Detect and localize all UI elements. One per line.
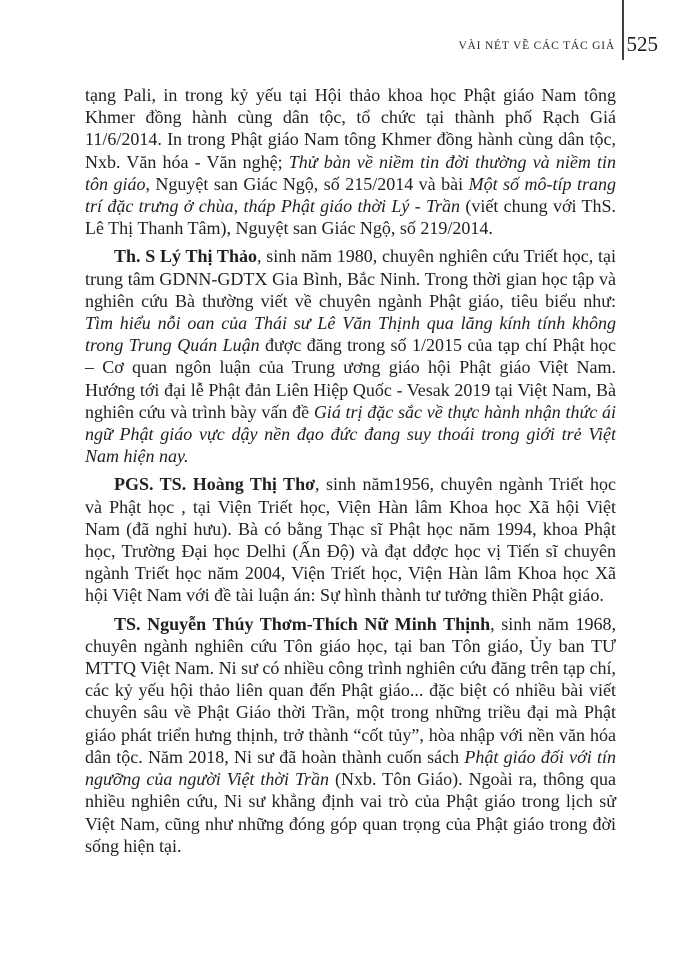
paragraph-hoang-thi-tho [85, 473, 616, 606]
text-segment-normal: , sinh năm1956, chuyên ngành Triết học và Phật học , tại Viện Triết học, Viện Hàn lâm Khoa học Xã hội Việt Nam (đã nghỉ hưu). Bà có bằng Thạc sĩ Phật học năm 1994, khoa Phật học, Trường Đại học Delhi (Ấn Độ) và đạt dđợc học vị Tiến sĩ chuyên ngành Triết học năm 2004, Viện Triết học, Viện Hàn lâm Khoa học Xã hội Việt Nam với đề tài luận án: Sự hình thành tư tưởng thiền Phật giáo. [85, 474, 616, 606]
text-segment-bold: Th. S Lý Thị Thảo [114, 246, 257, 267]
text-segment-normal: được đăng trong số 1/2015 của tạp chí Phật học – Cơ quan ngôn luận của Trung ương giáo hội Phật giáo Việt Nam. Hướng tới đại lễ Phật đản Liên Hiệp Quốc - Vesak 2019 tại Việt Nam, Bà nghiên cứu và trình bày vấn đề [85, 335, 616, 422]
text-segment-normal: tạng Pali, in trong kỷ yếu tại Hội thảo khoa học Phật giáo Nam tông Khmer đồng hành cùng dân tộc, tổ chức tại thành phố Rạch Giá 11/6/2014. In trong Phật giáo Nam tông Khmer đồng hành cùng dân tộc, Nxb. Văn hóa - Văn nghệ; [85, 85, 616, 172]
running-title: VÀI NÉT VỀ CÁC TÁC GIẢ [458, 40, 615, 52]
paragraph-ly-thi-thao [85, 245, 616, 467]
text-segment-bold: PGS. TS. Hoàng Thị Thơ [114, 474, 316, 495]
text-segment-normal: (Nxb. Tôn Giáo). Ngoài ra, thông qua nhiều nghiên cứu, Ni sư khẳng định vai trò của Phật giáo trong lịch sử Việt Nam, cũng như những đóng góp quan trọng của Phật giáo trong đời sống hiện tại. [85, 769, 617, 856]
text-segment-bold: TS. Nguyễn Thúy Thơm-Thích Nữ Minh Thịnh [114, 613, 491, 634]
text-segment-normal: (viết chung với ThS. Lê Thị Thanh Tâm), Nguyệt san Giác Ngộ, số 219/2014. [85, 196, 616, 239]
text-segment-italic: Một số mô-típ trang trí đặc trưng ở chùa, tháp Phật giáo thời Lý - Trần [85, 173, 616, 217]
text-segment-normal: , sinh năm 1968, chuyên ngành nghiên cứu Tôn giáo học, tại ban Tôn giáo, Ủy ban TƯ MTTQ Việt Nam. Ni sư có nhiều công trình nghiên cứu đăng trên tạp chí, các kỷ yếu hội thảo liên quan đến Phật giáo... đặc biệt có nhiều bài viết chuyên sâu về Phật Giáo thời Trần, một trong những triều đại mà Phật giáo phát triển hưng thịnh, trở thành “cốt tủy”, hòa nhập với nền văn hóa dân tộc. Năm 2018, Ni sư đã hoàn thành cuốn sách [85, 613, 616, 767]
header-divider-rule [622, 0, 624, 60]
text-segment-italic: Giá trị đặc sắc về thực hành nhận thức ái ngữ Phật giáo vực dậy nền đạo đức đang suy thoái trong giới trẻ Việt Nam hiện nay. [85, 401, 616, 467]
body-text-block [85, 84, 616, 863]
page-header [0, 0, 700, 62]
text-segment-italic: Thử bàn về niềm tin đời thường và niềm tin tôn giáo [85, 151, 616, 194]
paragraph-nguyen-thuy-thom [85, 613, 616, 857]
text-segment-italic: Phật giáo đối với tín ngưỡng của người Việt thời Trần [85, 746, 616, 790]
text-segment-italic: Tìm hiểu nỗi oan của Thái sư Lê Văn Thịnh qua lăng kính tính không trong Trung Quán Luận [85, 313, 616, 356]
paragraph-continuation [85, 84, 616, 239]
text-segment-normal: , sinh năm 1980, chuyên nghiên cứu Triết học, tại trung tâm GDNN-GDTX Gia Bình, Bắc Ninh. Trong thời gian học tập và nghiên cứu Bà thường viết về chuyên ngành Phật giáo, tiêu biểu như: [85, 246, 616, 311]
page-number: 525 [626, 32, 658, 56]
text-segment-normal: , Nguyệt san Giác Ngộ, số 215/2014 và bài [145, 173, 469, 194]
